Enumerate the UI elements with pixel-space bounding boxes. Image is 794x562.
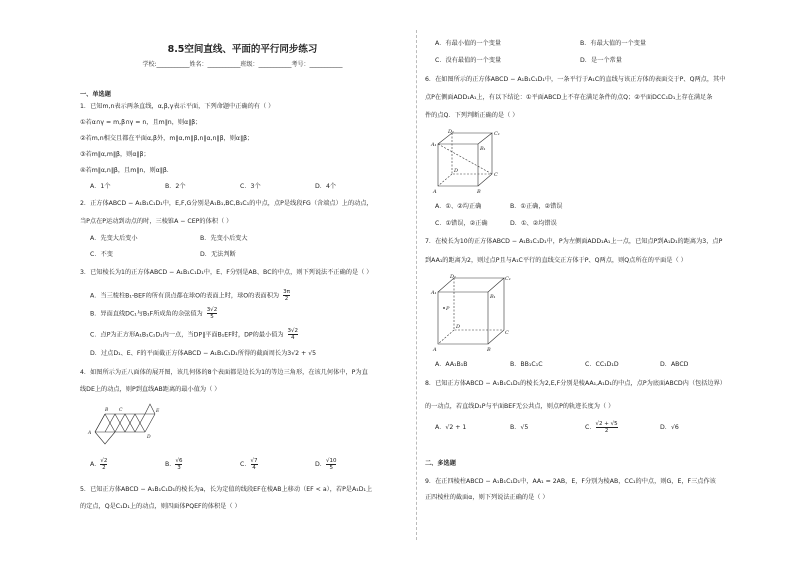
q8-line-2: 的一动点，若直线D₁P与平面BEF无公共点，则点P的轨迹长度为（ ） [425,403,615,410]
octahedron-net-figure [85,400,165,446]
q7-option-b[interactable]: B．BB₁C₁C [510,361,543,368]
q8-options [435,421,735,434]
cube-q6-label-d: D [454,168,459,174]
q2-option-d[interactable]: D．无法判断 [200,251,236,258]
q5-line-1: 5．已知正方体ABCD − A₁B₁C₁D₁的棱长为a，长为定值的线段EF在棱AB上移动（EF < a），若P是A₁D₁上 [80,486,373,493]
q3-option-b[interactable] [90,307,415,320]
column-divider [416,30,417,540]
q1-option-c[interactable]: C．3个 [240,183,261,190]
q1-option-b[interactable]: B．2个 [165,183,186,190]
right-column [425,0,750,562]
q2-options-row-2 [90,251,310,259]
option-label: C． [240,460,251,468]
section-heading-single-choice: 一、单选题 [80,91,111,98]
q7-options [435,361,735,369]
q4-option-a[interactable] [90,458,165,471]
q8-line-1: 8．已知正方体ABCD − A₁B₁C₁D₁的棱长为2,E,F分别是棱AA₁,A₁D₁的中点，点P为底面ABCD内（包括边界） [425,380,726,387]
q4-option-d[interactable] [315,458,390,471]
cube-q6-label-a: A [433,189,437,195]
cube-q7-label-a: A [433,347,437,353]
q1-item-1: ①若α∩γ = m,β∩γ = n，且m∥n，则α∥β； [80,119,202,126]
fraction-denominator: 4 [252,465,256,472]
cube-q6-label-c1: C₁ [494,131,500,137]
fraction-denominator: 2 [604,428,609,435]
q3-option-a-fraction [283,289,290,302]
fraction-numerator: 3√2 [287,328,299,334]
fraction-denominator: 5 [210,314,214,321]
q8-option-c[interactable] [585,421,660,434]
left-column [80,0,405,562]
fraction-numerator: √10 [325,458,337,464]
option-value: √2 + 1 [445,423,467,431]
q3-stem: 3．已知棱长为1的正方体ABCD − A₁B₁C₁D₁中，E、F分别是AB、BC的中点，则下列说法不正确的是（ ） [80,269,373,276]
q5-option-a[interactable]: A．有最小值的一个变量 [435,40,502,47]
fraction-numerator: √7 [250,458,258,464]
q8-option-d[interactable] [660,424,735,432]
net-label-b: B [105,408,109,413]
fraction-numerator: 3√2 [206,307,218,313]
option-label: A． [435,423,446,431]
q1-item-2: ②若m,n相交且都在平面α,β外，m∥α,m∥β,n∥α,n∥β，则α∥β； [80,135,254,142]
q2-option-b[interactable]: B．先变小后变大 [200,235,248,242]
q1-option-a[interactable]: A．1个 [90,183,111,190]
cube-q7-label-p: P [446,306,450,312]
q4-option-b[interactable] [165,458,240,471]
cube-q7-label-d: D [456,324,461,330]
q5-option-c[interactable]: C．没有最值的一个变量 [435,57,502,64]
q6-line-2: 点P在侧面ADD₁A₁上，有以下结论：①平面ABCD上不存在满足条件的点Q；②平面DCC₁D₁上存在满足条 [425,94,713,101]
q5-option-b[interactable]: B．有最大值的一个变量 [580,40,647,47]
net-label-d: D [147,435,151,440]
cube-q7-label-a1: A₁ [431,290,437,296]
option-label: D． [315,460,326,468]
q8-option-a[interactable] [435,424,510,432]
cube-q6-label-c: C [494,172,498,178]
q3-option-b-fraction [207,307,218,320]
q5-option-d[interactable]: D．是一个常量 [580,57,622,64]
q3-option-c-fraction [288,328,299,341]
cube-q7-label-c: C [505,330,509,336]
q6-options-row-2 [435,220,735,228]
net-label-a: A [88,431,92,436]
cube-q6-label-a1: A₁ [431,142,437,148]
q3-option-b-text: B．异面直线DC₁与B₁F所成角的余弦值为 [90,310,203,318]
q3-option-a[interactable] [90,289,415,302]
option-label: A． [90,460,101,468]
q7-option-a[interactable]: A．AA₁B₁B [435,361,468,368]
option-value: √6 [670,423,679,431]
fraction-denominator: 2 [284,296,289,303]
option-value: √5 [520,423,529,431]
q2-option-c[interactable]: C．不变 [90,251,113,258]
q7-line-1: 7．在棱长为10的正方体ABCD − A₁B₁C₁D₁中，P为左侧面ADD₁A₁上一点，已知点P到A₁D₁的距离为3，点P [425,238,723,245]
q8-option-b[interactable] [510,424,585,432]
fraction-numerator: √2 [100,458,108,464]
q9-line-2: 正四棱柱的截面α，则下列说法正确的是（ ） [425,494,549,501]
option-fraction [326,458,337,471]
q4-option-c[interactable] [240,458,315,471]
net-label-e: E [156,409,160,414]
fraction-numerator: √6 [175,458,183,464]
fraction-numerator: √2 + √5 [595,421,618,427]
net-label-c: C [119,408,123,413]
fraction-denominator: 3 [177,465,181,472]
cube-q7-label-b: B [487,347,491,353]
q7-option-d[interactable]: D．ABCD [660,361,689,368]
q1-item-4: ④若m∥α,n∥β，且m∥n，则α∥β． [80,167,173,174]
q7-line-2: 到AA₁的距离为2，则过点P且与A₁C平行的直线交正方体于P、Q两点，则Q点所在的平面是（ ） [425,257,687,264]
q2-line-2: 当P点在P运动到动点的时，三棱锥A − CEP的体积（ ） [80,218,233,225]
fraction-denominator: 4 [291,335,295,342]
option-fraction [596,421,618,434]
q3-option-c[interactable] [90,328,415,341]
q2-options-row-1 [90,235,310,243]
cube-figure-q6 [430,128,505,196]
q1-option-d[interactable]: D．4个 [315,183,337,190]
q1-options [90,183,390,191]
student-info-line: 学校:___________姓名：___________班级：___________考号：___________ [142,61,343,68]
q2-line-1: 2．正方体ABCD − A₁B₁C₁D₁中，E,F,G分别是A₁B₁,BC,B₁C₁的中点，点P是线段FG（含端点）上的动点， [80,200,373,207]
point-p-dot [443,307,445,309]
option-label: D． [660,423,671,431]
option-fraction [100,458,107,471]
q3-option-a-text: A．当三棱柱B₁-BEF的所有顶点都在球O的表面上时，球O的表面积为 [90,292,280,300]
q6-option-b[interactable]: B．①正确，②错误 [510,203,563,210]
q6-option-d[interactable]: D．①、②均错误 [510,220,557,227]
fraction-denominator: 2 [102,465,106,472]
cube-q7-label-d1: D₁ [450,274,457,280]
page-title: 8.5空间直线、平面的平行同步练习 [167,44,318,55]
q6-line-3: 件的点Q．下列判断正确的是（ ） [425,112,519,119]
option-fraction [251,458,258,471]
section-heading-multiple-choice: 二、多选题 [425,460,456,467]
cube-q7-label-b1: B₁ [490,294,496,300]
q3-option-c-text: C．点P为正方形A₁B₁C₁D₁内一点，当DP∥平面B₁EF时，DP的最小值为 [90,331,284,339]
cube-q6-label-d1: D₁ [448,129,455,135]
q3-option-d[interactable]: D．过点D₁、E、F的平面截正方体ABCD − A₁B₁C₁D₁所得的截面周长为3√2 + √5 [90,350,317,357]
q2-option-a[interactable]: A．先变大后变小 [90,235,138,242]
cube-figure-q7 [430,272,510,352]
q1-item-3: ③若m∥α,m∥β，则α∥β； [80,151,150,158]
option-label: B． [510,423,521,431]
q7-option-c[interactable]: C．CC₁D₁D [585,361,619,368]
cube-q6-label-b: B [477,189,481,195]
fraction-numerator: 3π [283,289,290,295]
q1-stem: 1．已知m,n表示两条直线，α,β,γ表示平面，下列命题中正确的有（ ） [80,103,275,110]
q6-options-row-1 [435,203,735,211]
q4-options [90,458,390,471]
q9-line-1: 9．在正四棱柱ABCD − A₁B₁C₁D₁中，AA₁ = 2AB，E，F分别为棱AB，CC₁的中点，则G，E，F三点作该 [425,478,716,485]
q4-line-2: 线DE上的动点，则P到直线AB距离的最小值为（ ） [80,386,221,393]
q4-line-1: 4．如图所示为正八面体的展开图，该几何体的8个表面都是边长为1的等边三角形，在该几何体中，P为直 [80,369,368,376]
q5-line-2: 的定点，Q是C₁D₁上的动点，则四面体PQEF的体积是（ ） [80,503,241,510]
option-label: B． [165,460,176,468]
fraction-denominator: 5 [329,465,333,472]
q5-options-row-2 [435,57,725,65]
q6-option-c[interactable]: C．①错误，②正确 [435,220,488,227]
cube-q7-label-c1: C₁ [505,276,511,282]
cube-q6-label-b1: B₁ [480,146,486,152]
option-label: C． [585,423,596,431]
q6-line-1: 6．在如图所示的正方体ABCD − A₁B₁C₁D₁中，一条平行于A₁C的直线与该正方体的表面交于P、Q两点，其中 [425,76,726,83]
q5-options-row-1 [435,40,725,48]
q6-option-a[interactable]: A．①、②均正确 [435,203,482,210]
option-fraction [175,458,182,471]
